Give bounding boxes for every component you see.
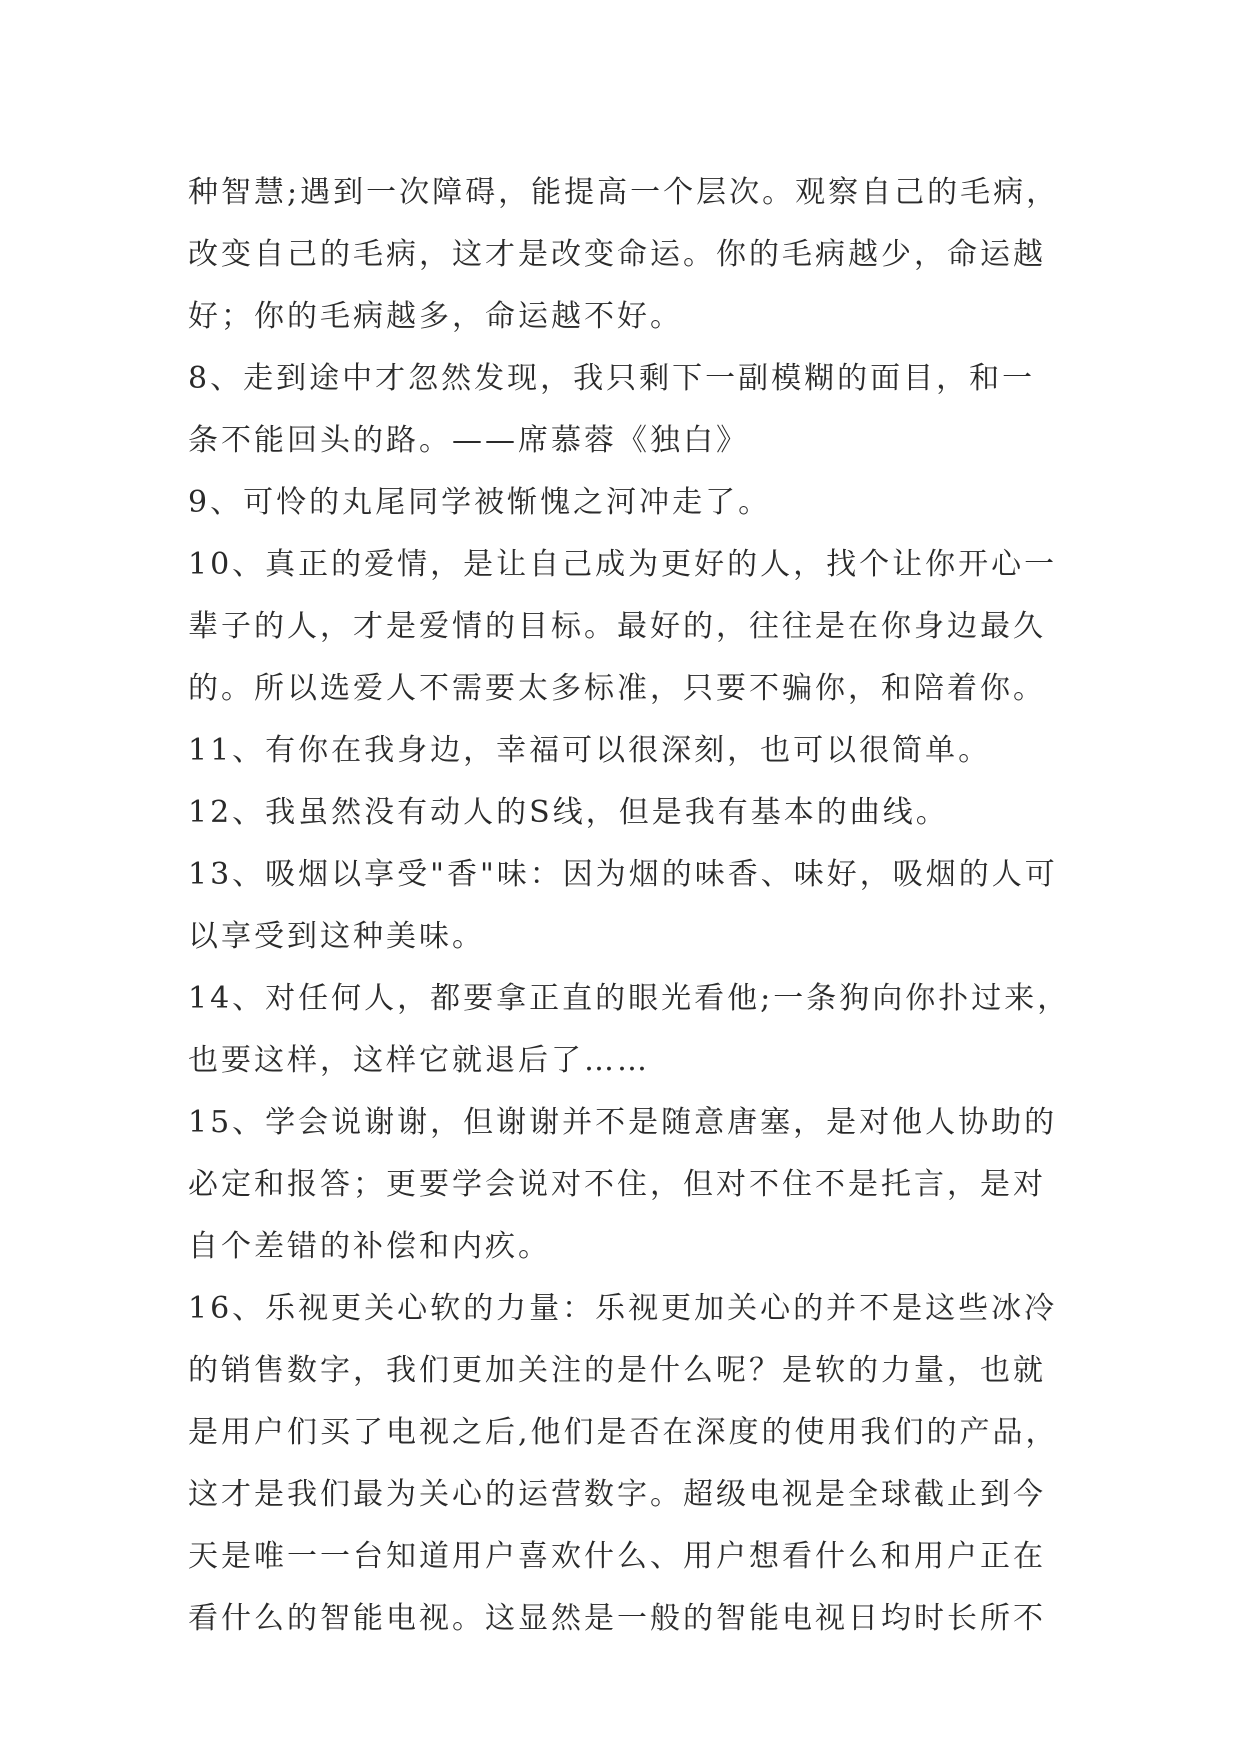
- text-line: 好；你的毛病越多，命运越不好。: [188, 299, 683, 334]
- text-line: 8、走到途中才忽然发现，我只剩下一副模糊的面目，和一: [188, 361, 1036, 396]
- text-line: 11、有你在我身边，幸福可以很深刻，也可以很简单。: [188, 733, 992, 768]
- text-line: 天是唯一一台知道用户喜欢什么、用户想看什么和用户正在: [188, 1539, 1046, 1574]
- text-line: 条不能回头的路。——席慕蓉《独白》: [188, 423, 749, 458]
- document-body: [188, 162, 1071, 1650]
- text-line: 种智慧;遇到一次障碍，能提高一个层次。观察自己的毛病，: [188, 175, 1060, 210]
- text-line: 12、我虽然没有动人的S线，但是我有基本的曲线。: [188, 795, 949, 830]
- text-line: 自个差错的补偿和内疚。: [188, 1229, 551, 1264]
- text-line: 14、对任何人，都要拿正直的眼光看他;一条狗向你扑过来，: [188, 981, 1071, 1016]
- text-line: 9、可怜的丸尾同学被惭愧之河冲走了。: [188, 485, 772, 520]
- text-line: 辈子的人，才是爱情的目标。最好的，往往是在你身边最久: [188, 609, 1046, 644]
- text-line: 必定和报答；更要学会说对不住，但对不住不是托言，是对: [188, 1167, 1046, 1202]
- text-line: 15、学会说谢谢，但谢谢并不是随意唐塞，是对他人协助的: [188, 1105, 1058, 1140]
- text-line: 的销售数字，我们更加关注的是什么呢？是软的力量，也就: [188, 1353, 1046, 1388]
- text-line: 改变自己的毛病，这才是改变命运。你的毛病越少，命运越: [188, 237, 1046, 272]
- text-line: 的。所以选爱人不需要太多标准，只要不骗你，和陪着你。: [188, 671, 1046, 706]
- text-line: 也要这样，这样它就退后了……: [188, 1043, 650, 1078]
- text-line: 10、真正的爱情，是让自己成为更好的人，找个让你开心一: [188, 547, 1058, 582]
- text-line: 16、乐视更关心软的力量：乐视更加关心的并不是这些冰冷: [188, 1291, 1058, 1326]
- text-line: 看什么的智能电视。这显然是一般的智能电视日均时长所不: [188, 1601, 1046, 1636]
- text-line: 是用户们买了电视之后,他们是否在深度的使用我们的产品，: [188, 1415, 1059, 1450]
- text-line: 13、吸烟以享受"香"味：因为烟的味香、味好，吸烟的人可: [188, 857, 1058, 892]
- text-line: 这才是我们最为关心的运营数字。超级电视是全球截止到今: [188, 1477, 1046, 1512]
- text-line: 以享受到这种美味。: [188, 919, 485, 954]
